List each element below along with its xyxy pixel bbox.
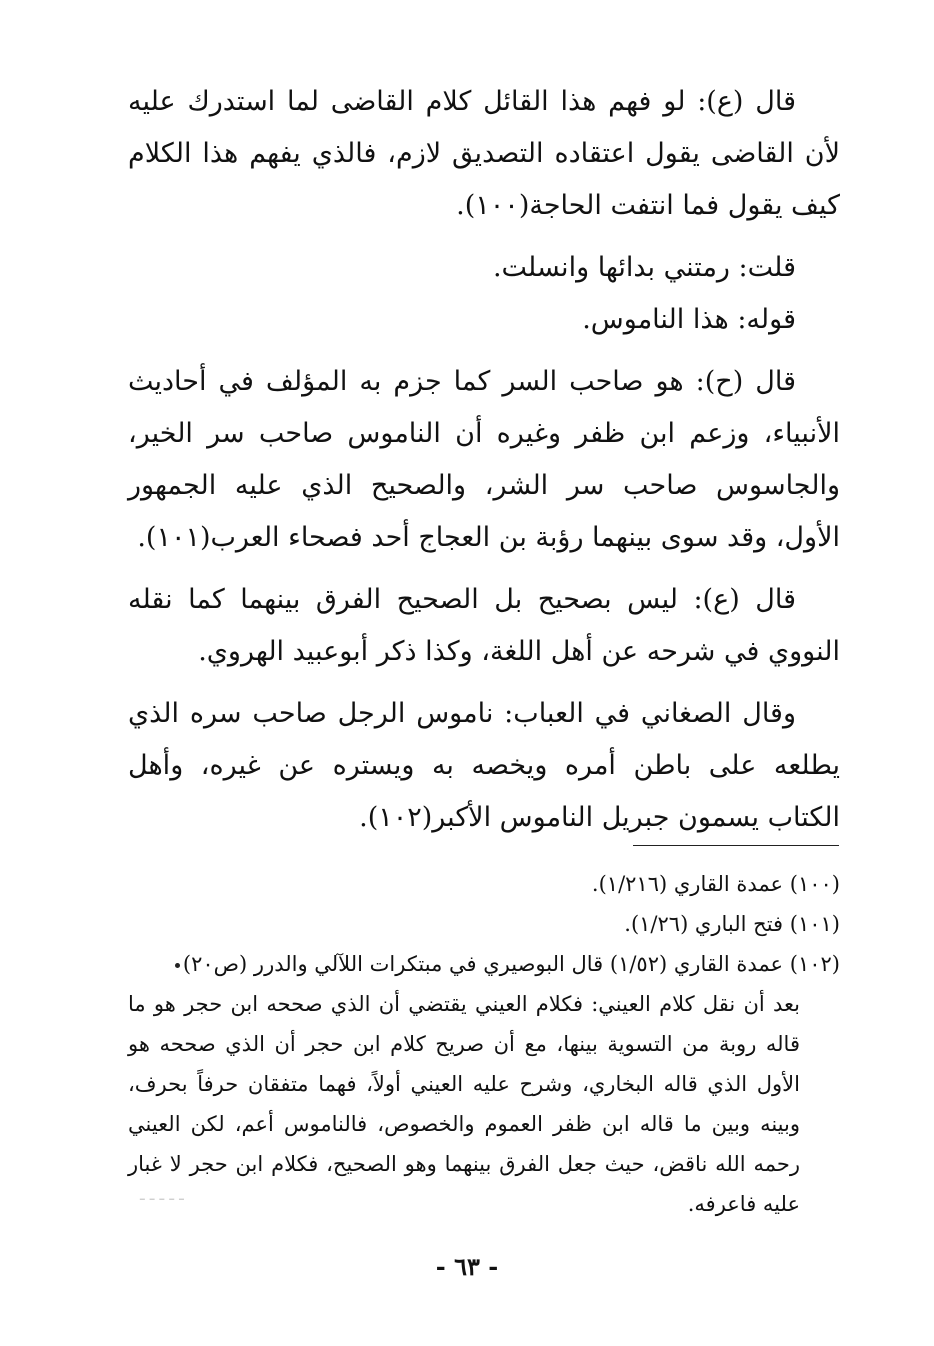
- paragraph-qawluhu: قوله: هذا الناموس.: [582, 304, 796, 335]
- footnote-102-body: بعد أن نقل كلام العيني: فكلام العيني يقتضي أن الذي صححه ابن حجر هو ما قاله روبة من التسوية بينها، مع أن صريح كلام ابن حجر أن الذي صححه هو الأول الذي قاله البخاري، وشرح عليه العيني أولاً، فهما متفقان حرفاً بحرف، وبينه وبين ما قاله ابن ظفر العموم والخصوص، فالناموس أعم، لكن العيني رحمه الله ناقض، حيث جعل الفرق بينهما وهو الصحيح، فكلام ابن حجر لا غبار عليه فاعرفه.: [128, 992, 800, 1216]
- footnote-separator: [633, 845, 839, 846]
- main-text: [128, 76, 840, 854]
- footnote-100: (١٠٠) عمدة القاري (١/٢١٦).: [591, 872, 840, 896]
- footnote-101: (١٠١) فتح الباري (١/٢٦).: [624, 912, 840, 936]
- footnote-102-heading: (١٠٢) عمدة القاري (١/٥٢) قال البوصيري في مبتكرات اللآلي والدرر (ص٢٠): [182, 952, 840, 976]
- paragraph-ayni-reply-1: قال (ع): لو فهم هذا القائل كلام القاضى لما استدرك عليه لأن القاضى يقول اعتقاده التصديق لازم، فالذي يفهم هذا الكلام كيف يقول فما انتفت الحاجة(١٠٠).: [128, 86, 840, 221]
- footnotes: [128, 864, 840, 1224]
- faint-bleed-through-mark: ـ ـ ـ ـ ـ: [140, 1185, 184, 1204]
- page-number: - ٦٣ -: [435, 1252, 499, 1281]
- paragraph-saghani: وقال الصغاني في العباب: ناموس الرجل صاحب سره الذي يطلعه على باطن أمره ويخصه به ويستره عن غيره، وأهل الكتاب يسمون جبريل الناموس الأكبر(١٠٢).: [128, 698, 840, 833]
- paragraph-hajar-statement: قال (ح): هو صاحب السر كما جزم به المؤلف في أحاديث الأنبياء، وزعم ابن ظفر وغيره أن الناموس صاحب سر الخير، والجاسوس صاحب سر الشر، والصحيح الذي عليه الجمهور الأول، وقد سوى بينهما رؤبة بن العجاج أحد فصحاء العرب(١٠١).: [128, 366, 840, 553]
- paragraph-qultu: قلت: رمتني بدائها وانسلت.: [492, 252, 796, 283]
- paragraph-ayni-reply-2: قال (ع): ليس بصحيح بل الصحيح الفرق بينهما كما نقله النووي في شرحه عن أهل اللغة، وكذا ذكر أبوعبيد الهروي.: [128, 584, 840, 667]
